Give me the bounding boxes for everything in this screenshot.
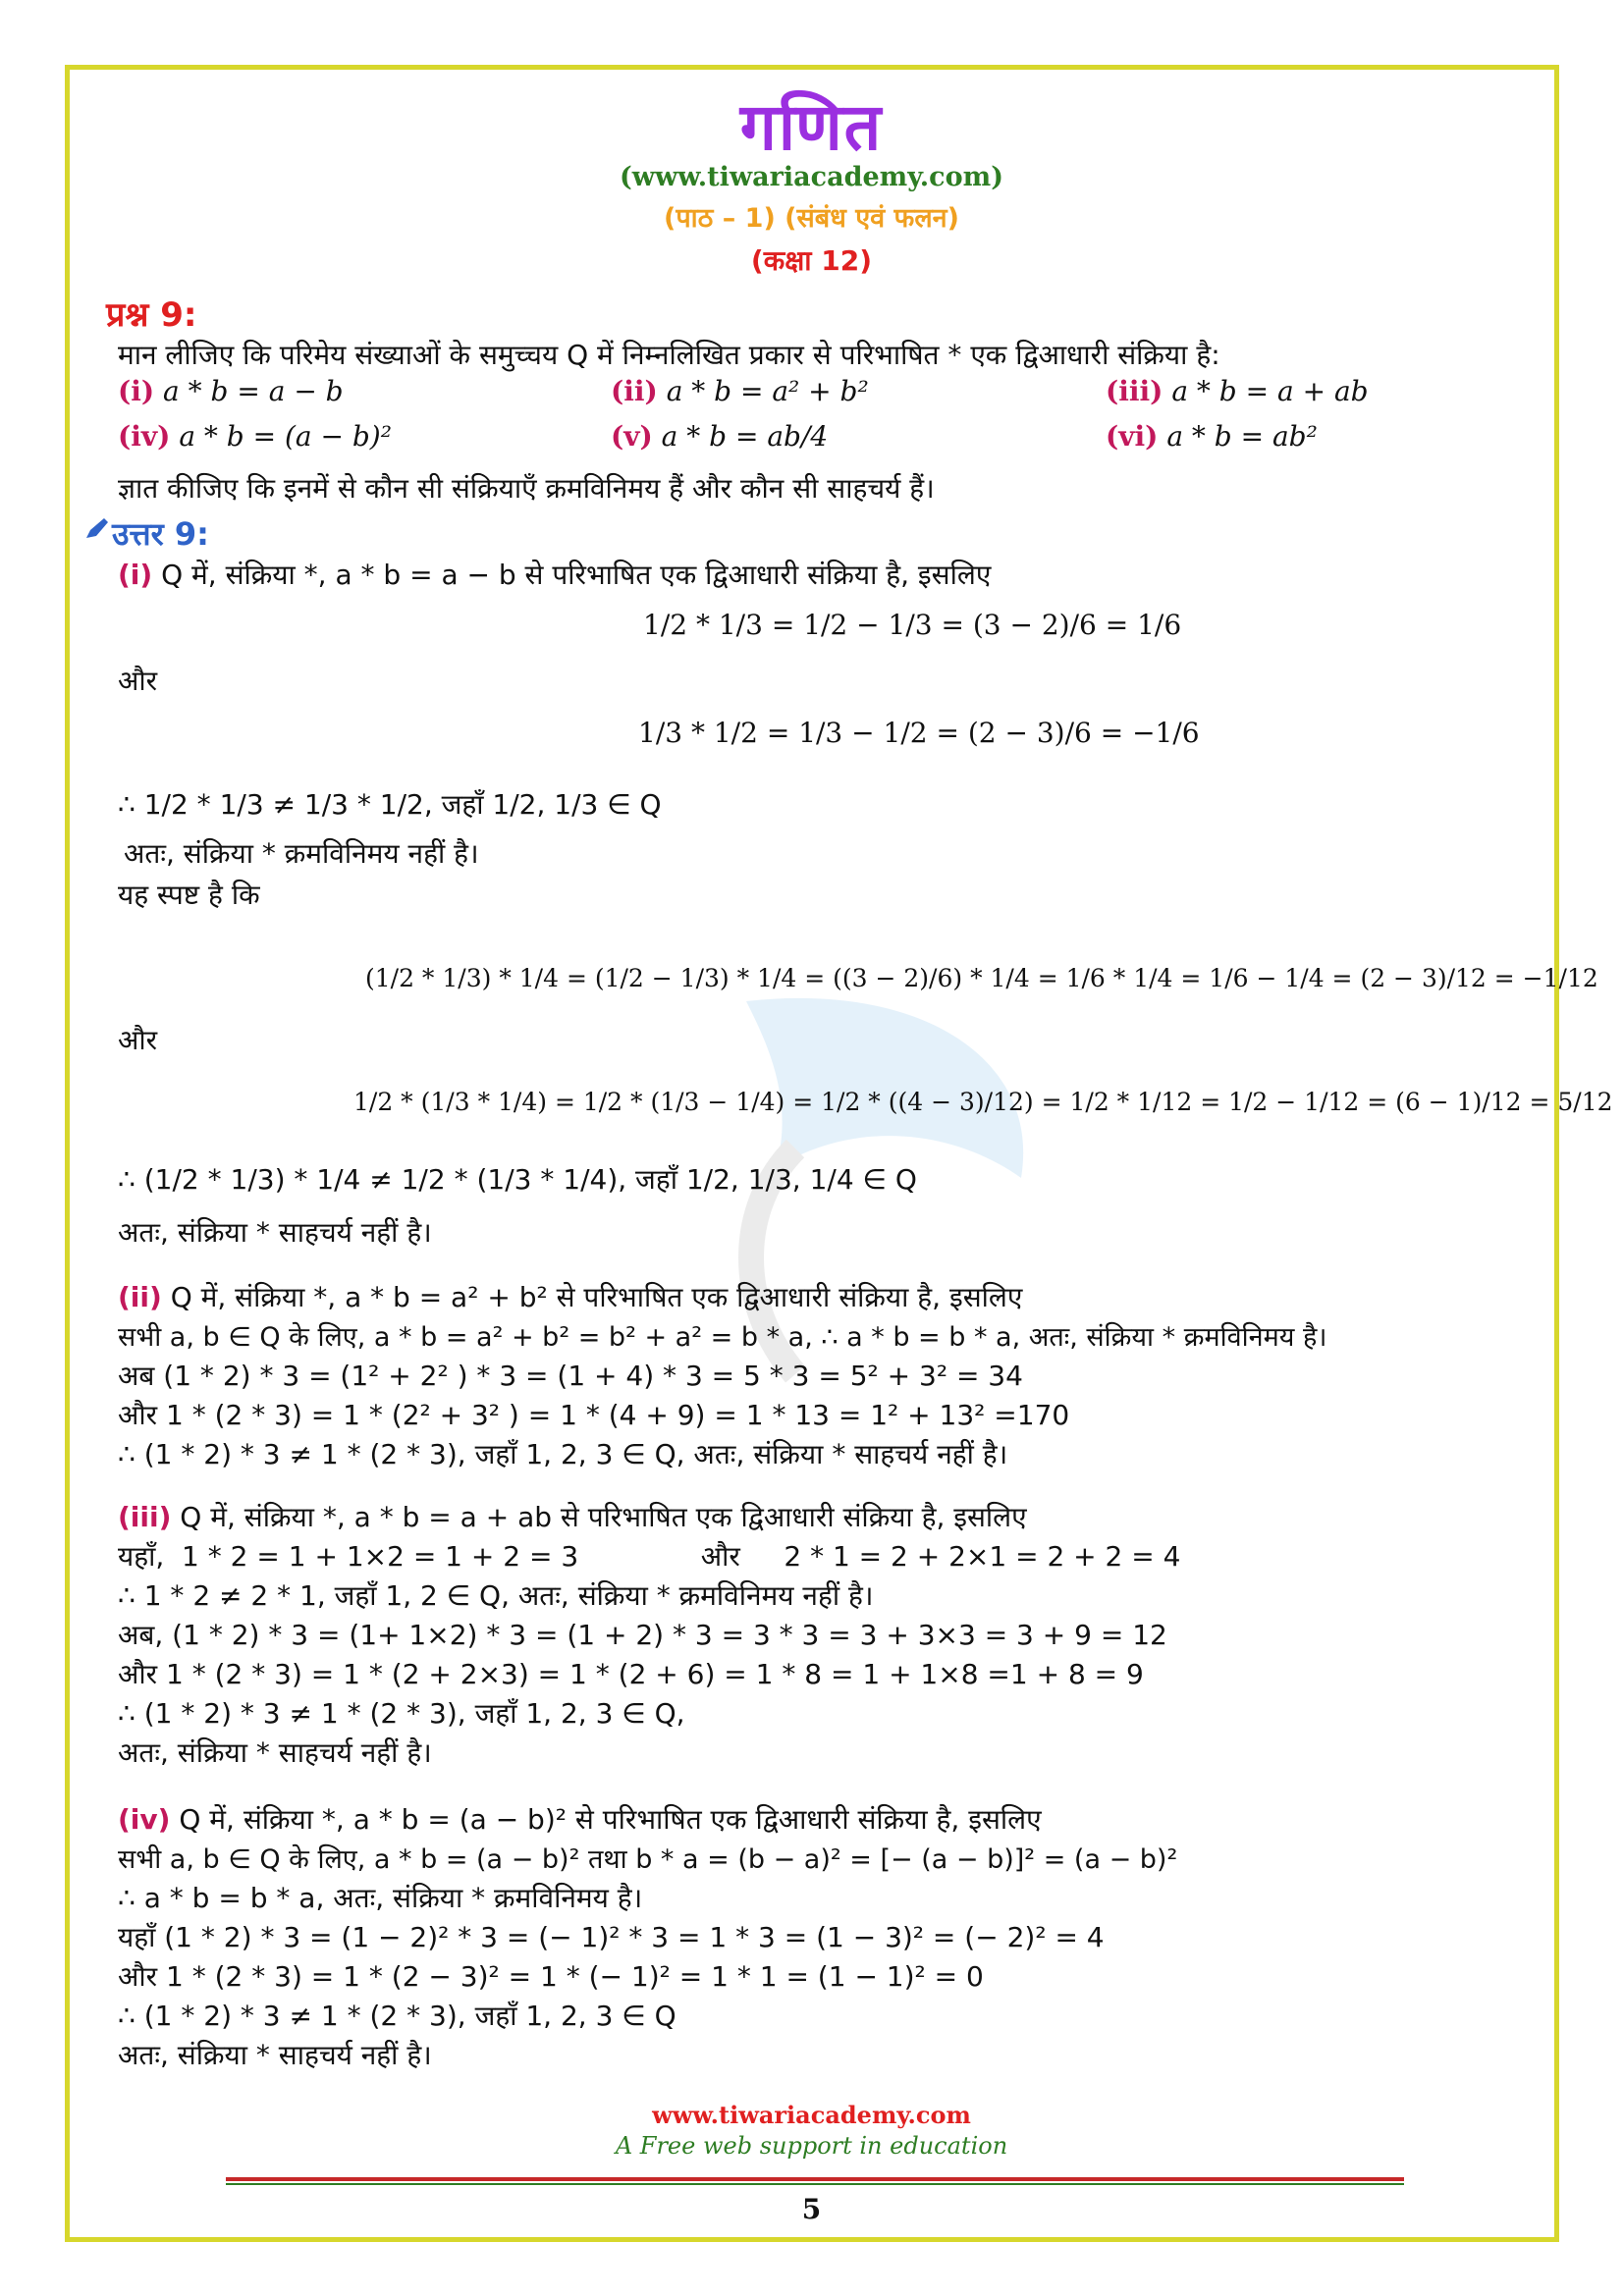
page-number: 5 bbox=[801, 2193, 822, 2225]
option-label: (v) bbox=[611, 420, 653, 453]
part-ii-line-text: Q में, संक्रिया *, a * b = a² + b² से परिभाषित एक द्विआधारी संक्रिया है, इसलिए bbox=[170, 1281, 1023, 1313]
option-expr: a * b = a − b bbox=[163, 375, 344, 407]
footer-tagline: A Free web support in education bbox=[615, 2132, 1008, 2160]
conclusion: अतः, संक्रिया * साहचर्य नहीं है। bbox=[118, 1216, 432, 1249]
part-iv-line bbox=[118, 1800, 1042, 1838]
part-i-intro bbox=[118, 556, 991, 593]
class-label: (कक्षा 12) bbox=[750, 244, 873, 277]
option-label: (iii) bbox=[1106, 375, 1163, 407]
part-iii-line: और 1 * (2 * 3) = 1 * (2 + 2×3) = 1 * (2 + 6) = 1 * 8 = 1 + 1×8 =1 + 8 = 9 bbox=[118, 1658, 1144, 1690]
option-expr: a * b = a + ab bbox=[1171, 375, 1369, 407]
option-label: (i) bbox=[118, 375, 155, 407]
option-v bbox=[611, 420, 828, 453]
connector-and: और bbox=[118, 1024, 158, 1056]
option-expr: a * b = ab² bbox=[1166, 420, 1318, 453]
part-iii-line bbox=[118, 1498, 1027, 1535]
equation: 1/3 * 1/2 = 1/3 − 1/2 = (2 − 3)/6 = −1/6 bbox=[638, 717, 1200, 749]
question-text: मान लीजिए कि परिमेय संख्याओं के समुच्चय Q में निम्नलिखित प्रकार से परिभाषित * एक द्विआधारी संक्रिया है: bbox=[118, 339, 1220, 371]
option-iii bbox=[1106, 375, 1369, 407]
part-ii-line: ∴ (1 * 2) * 3 ≠ 1 * (2 * 3), जहाँ 1, 2, 3 ∈ Q, अतः, संक्रिया * साहचर्य नहीं है। bbox=[118, 1438, 1008, 1470]
site-url[interactable]: (www.tiwariacademy.com) bbox=[620, 162, 1003, 192]
part-iv-line: सभी a, b ∈ Q के लिए, a * b = (a − b)² तथा b * a = (b − a)² = [− (a − b)]² = (a − b)² bbox=[118, 1844, 1178, 1875]
page-title: गणित bbox=[739, 89, 884, 165]
statement: यह स्पष्ट है कि bbox=[118, 879, 260, 911]
option-expr: a * b = ab/4 bbox=[661, 420, 829, 453]
connector-and: और bbox=[118, 665, 158, 697]
equation: 1/2 * (1/3 * 1/4) = 1/2 * (1/3 − 1/4) = 1/2 * ((4 − 3)/12) = 1/2 * 1/12 = 1/2 − 1/12 = (6 − 1)/12 = 5/12 bbox=[353, 1088, 1613, 1116]
option-iv bbox=[118, 420, 392, 453]
part-label: (i) bbox=[118, 559, 153, 591]
footer-divider bbox=[226, 2183, 1404, 2185]
option-ii bbox=[611, 375, 869, 407]
part-label: (iii) bbox=[118, 1501, 172, 1533]
option-expr: a * b = a² + b² bbox=[666, 375, 869, 407]
part-i-intro-text: Q में, संक्रिया *, a * b = a − b से परिभाषित एक द्विआधारी संक्रिया है, इसलिए bbox=[161, 559, 992, 591]
part-iv-line: अतः, संक्रिया * साहचर्य नहीं है। bbox=[118, 2039, 432, 2071]
conclusion: अतः, संक्रिया * क्रमविनिमय नहीं है। bbox=[124, 837, 479, 870]
part-iv-line: यहाँ (1 * 2) * 3 = (1 − 2)² * 3 = (− 1)² * 3 = 1 * 3 = (1 − 3)² = (− 2)² = 4 bbox=[118, 1921, 1105, 1953]
part-iv-line: और 1 * (2 * 3) = 1 * (2 − 3)² = 1 * (− 1)² = 1 * 1 = (1 − 1)² = 0 bbox=[118, 1960, 984, 1993]
part-iii-line: यहाँ, 1 * 2 = 1 + 1×2 = 1 + 2 = 3 और 2 * 1 = 2 + 2×1 = 2 + 2 = 4 bbox=[118, 1540, 1181, 1573]
answer-label: उत्तर 9: bbox=[112, 515, 209, 553]
option-i bbox=[118, 375, 344, 407]
option-label: (vi) bbox=[1106, 420, 1159, 453]
option-label: (ii) bbox=[611, 375, 658, 407]
part-iii-line: अब, (1 * 2) * 3 = (1+ 1×2) * 3 = (1 + 2) * 3 = 3 * 3 = 3 + 3×3 = 3 + 9 = 12 bbox=[118, 1619, 1167, 1651]
part-iii-line: ∴ (1 * 2) * 3 ≠ 1 * (2 * 3), जहाँ 1, 2, 3 ∈ Q, bbox=[118, 1697, 685, 1730]
part-ii-line: सभी a, b ∈ Q के लिए, a * b = a² + b² = b² + a² = b * a, ∴ a * b = b * a, अतः, संक्रिया * क्रमविनिमय है। bbox=[118, 1322, 1327, 1353]
part-iii-line: ∴ 1 * 2 ≠ 2 * 1, जहाँ 1, 2 ∈ Q, अतः, संक्रिया * क्रमविनिमय नहीं है। bbox=[118, 1579, 874, 1612]
part-iv-line: ∴ (1 * 2) * 3 ≠ 1 * (2 * 3), जहाँ 1, 2, 3 ∈ Q bbox=[118, 2000, 676, 2032]
equation: (1/2 * 1/3) * 1/4 = (1/2 − 1/3) * 1/4 = ((3 − 2)/6) * 1/4 = 1/6 * 1/4 = 1/6 − 1/4 = (2 − 3)/12 = −1/12 bbox=[365, 964, 1598, 992]
therefore-line: ∴ (1/2 * 1/3) * 1/4 ≠ 1/2 * (1/3 * 1/4), जहाँ 1/2, 1/3, 1/4 ∈ Q bbox=[118, 1163, 917, 1196]
part-ii-line: अब (1 * 2) * 3 = (1² + 2² ) * 3 = (1 + 4) * 3 = 5 * 3 = 5² + 3² = 34 bbox=[118, 1360, 1023, 1392]
chapter-label: (पाठ – 1) (संबंध एवं फलन) bbox=[664, 203, 959, 234]
therefore-line: ∴ 1/2 * 1/3 ≠ 1/3 * 1/2, जहाँ 1/2, 1/3 ∈ Q bbox=[118, 788, 662, 821]
question-label: प्रश्न 9: bbox=[106, 295, 197, 335]
footer-site-link[interactable]: www.tiwariacademy.com bbox=[652, 2101, 971, 2129]
option-label: (iv) bbox=[118, 420, 171, 453]
option-expr: a * b = (a − b)² bbox=[179, 420, 392, 453]
part-iii-line-text: Q में, संक्रिया *, a * b = a + ab से परिभाषित एक द्विआधारी संक्रिया है, इसलिए bbox=[180, 1501, 1027, 1533]
part-ii-line bbox=[118, 1278, 1022, 1315]
footer-divider bbox=[226, 2177, 1404, 2181]
option-vi bbox=[1106, 420, 1318, 453]
part-iv-line: ∴ a * b = b * a, अतः, संक्रिया * क्रमविनिमय है। bbox=[118, 1882, 643, 1914]
part-ii-line: और 1 * (2 * 3) = 1 * (2² + 3² ) = 1 * (4 + 9) = 1 * 13 = 1² + 13² =170 bbox=[118, 1399, 1070, 1431]
part-label: (iv) bbox=[118, 1803, 171, 1836]
part-iii-line: अतः, संक्रिया * साहचर्य नहीं है। bbox=[118, 1736, 432, 1769]
pen-icon bbox=[84, 516, 110, 540]
part-iv-line-text: Q में, संक्रिया *, a * b = (a − b)² से परिभाषित एक द्विआधारी संक्रिया है, इसलिए bbox=[179, 1803, 1042, 1836]
question-ask: ज्ञात कीजिए कि इनमें से कौन सी संक्रियाएँ क्रमविनिमय हैं और कौन सी साहचर्य हैं। bbox=[118, 472, 935, 505]
part-label: (ii) bbox=[118, 1281, 162, 1313]
equation: 1/2 * 1/3 = 1/2 − 1/3 = (3 − 2)/6 = 1/6 bbox=[643, 609, 1182, 641]
